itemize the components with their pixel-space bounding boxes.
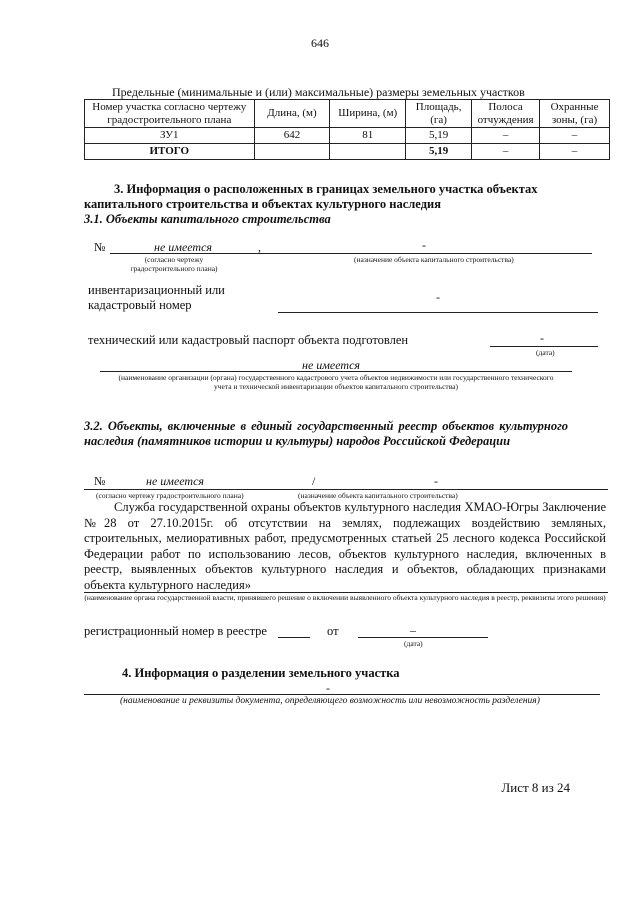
section3-title: 3. Информация о расположенных в границах земельного участка объектах капитального строительства и объектах культурного наследия (84, 182, 538, 211)
header-cell: Ширина, (м) (330, 100, 406, 128)
header-cell: Номер участка согласно чертежу градостроительного плана (85, 100, 255, 128)
passport-label: технический или кадастровый паспорт объекта подготовлен (88, 333, 409, 347)
limits-table (84, 99, 610, 160)
obj-number-caption: (согласно чертежу градостроительного плана) (130, 255, 218, 273)
underline (490, 346, 598, 347)
table-cell: 81 (330, 128, 406, 144)
heritage-slash: / (312, 474, 316, 488)
limits-table-caption: Предельные (минимальные и (или) максимальные) размеры земельных участков (112, 85, 525, 99)
table-cell (330, 143, 406, 159)
passport-date-caption: (дата) (536, 348, 555, 357)
obj-purpose-value: - (422, 238, 426, 252)
section31-title: 3.1. Объекты капитального строительства (84, 212, 331, 226)
registry-from-label: от (327, 624, 339, 638)
header-cell: Длина, (м) (254, 100, 330, 128)
inventory-number-value: - (436, 290, 440, 304)
organization-value: не имеется (301, 358, 360, 372)
obj-number-value: не имеется (154, 240, 213, 254)
heritage-paragraph-caption: (наименование органа государственной власти, принявшего решение о включении выявленного объекта культурного наследия в реестр, реквизиты этого решения) (84, 593, 606, 602)
table-cell: – (472, 128, 540, 144)
underline (84, 489, 608, 490)
heritage-number-caption: (согласно чертежу градостроительного плана) (96, 491, 244, 500)
registry-number-blank (278, 637, 310, 638)
section32-title: 3.2. Объекты, включенные в единый государственный реестр объектов культурного наследия (памятников истории и культуры) народов Российской Федерации (84, 419, 568, 448)
inventory-number-label: инвентаризационный или кадастровый номер (88, 283, 225, 312)
table-cell: ИТОГО (85, 143, 255, 159)
table-cell: – (540, 128, 610, 144)
heritage-purpose-value: - (434, 474, 438, 488)
underline (100, 371, 572, 372)
limits-table-header-row (85, 100, 610, 128)
passport-date-value: - (540, 331, 544, 345)
table-cell: ЗУ1 (85, 128, 255, 144)
header-cell: Площадь, (га) (406, 100, 472, 128)
table-total-row (85, 143, 610, 159)
underline (84, 694, 600, 695)
section4-caption: (наименование и реквизиты документа, определяющего возможность или невозможность разделения) (120, 696, 540, 706)
section4-title: 4. Информация о разделении земельного участка (122, 666, 400, 680)
page-number: 646 (311, 36, 329, 50)
table-row (85, 128, 610, 144)
registry-date-dash: – (410, 623, 416, 637)
sheet-label: Лист 8 из 24 (501, 780, 570, 795)
header-cell: Охранные зоны, (га) (540, 100, 610, 128)
table-cell: 642 (254, 128, 330, 144)
heritage-number-value: не имеется (146, 474, 205, 488)
organization-caption: (наименование организации (органа) государственного кадастрового учета объектов недвижимости или государственного технического учета и технической инвентаризации объектов капитального строительства) (118, 373, 554, 391)
heritage-number-prefix: № (94, 474, 106, 488)
section4-value: - (326, 681, 330, 695)
obj-purpose-caption: (назначение объекта капитального строительства) (354, 255, 514, 264)
heritage-paragraph: Служба государственной охраны объектов культурного наследия ХМАО-Югры Заключение №28 от 27.10.2015г. об отсутствии на землях, подлежащих воздействию земляных, строительных, мелиоративных работ, предусмотренных статьей 25 лесного кодекса Российской Федерации работ по использованию лесов, объектов культурного наследия, включенных в реестр, выявленных объектов культурного наследия и объектов, обладающих признаками объекта культурного наследия» (84, 500, 606, 592)
table-cell: 5,19 (406, 143, 472, 159)
header-cell: Полоса отчуждения (472, 100, 540, 128)
heritage-purpose-caption: (назначение объекта капитального строительства) (298, 491, 458, 500)
registry-number-label: регистрационный номер в реестре (84, 624, 267, 638)
obj-number-prefix: № (94, 240, 106, 254)
table-cell: – (472, 143, 540, 159)
table-cell (254, 143, 330, 159)
table-cell: 5,19 (406, 128, 472, 144)
registry-date-blank (358, 637, 488, 638)
underline (110, 253, 592, 254)
underline (278, 312, 598, 313)
table-cell: – (540, 143, 610, 159)
obj-comma: , (258, 240, 261, 254)
registry-date-caption: (дата) (404, 639, 423, 648)
